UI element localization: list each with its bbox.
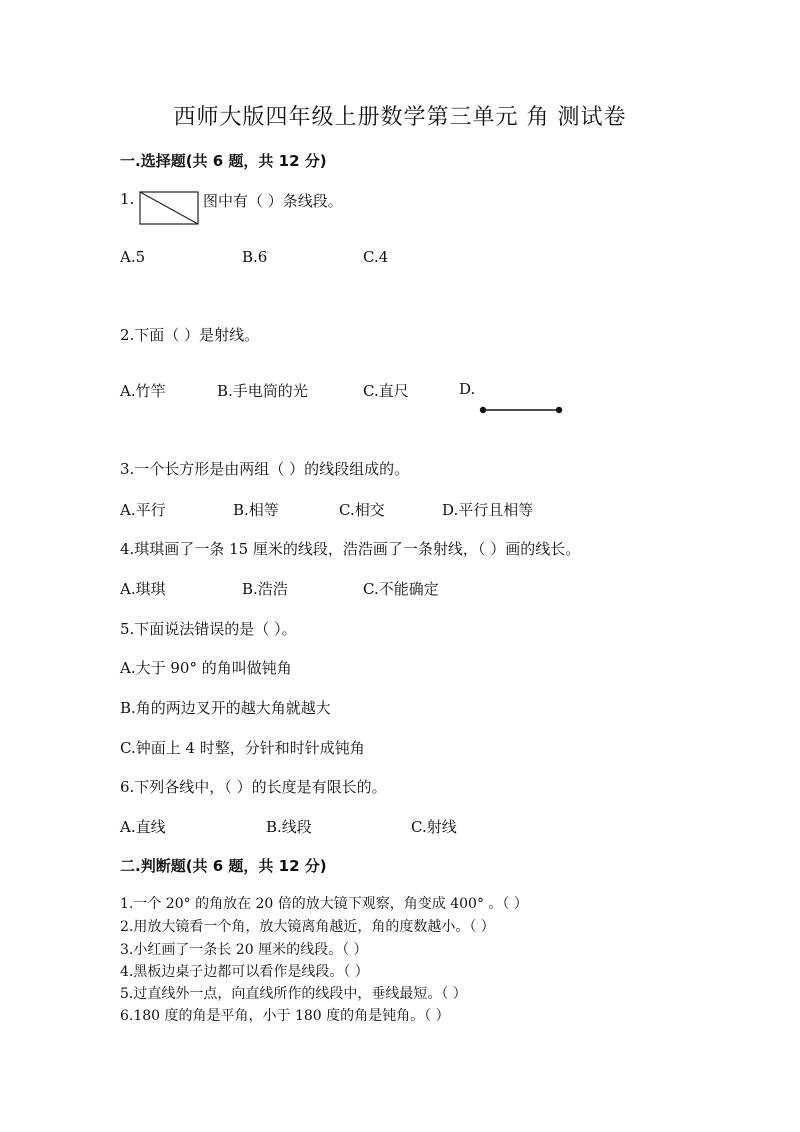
q1-option-a[interactable]: A.5 — [120, 248, 146, 266]
q1-number: 1. — [120, 190, 135, 208]
q4-option-a[interactable]: A.琪琪 — [120, 580, 166, 598]
q5-option-a[interactable]: A.大于 90° 的角叫做钝角 — [120, 659, 292, 677]
q4-stem: 4.琪琪画了一条 15 厘米的线段，浩浩画了一条射线，（ ）画的线长。 — [120, 540, 581, 558]
judge-item-6: 6.180 度的角是平角，小于 180 度的角是钝角。（ ） — [120, 1008, 450, 1024]
q1-stem: 图中有（ ）条线段。 — [203, 192, 343, 210]
q2-option-b[interactable]: B.手电筒的光 — [217, 382, 308, 400]
section-1-heading: 一.选择题(共 6 题，共 12 分) — [120, 152, 327, 170]
q6-option-c[interactable]: C.射线 — [411, 818, 457, 836]
section-2-heading: 二.判断题(共 6 题，共 12 分) — [120, 857, 327, 875]
q1-option-c[interactable]: C.4 — [363, 248, 389, 266]
q4-option-b[interactable]: B.浩浩 — [242, 580, 288, 598]
q3-option-d[interactable]: D.平行且相等 — [442, 501, 534, 519]
q2-option-a[interactable]: A.竹竿 — [120, 382, 166, 400]
q3-option-c[interactable]: C.相交 — [339, 501, 385, 519]
page-title: 西师大版四年级上册数学第三单元 角 测试卷 — [173, 105, 627, 130]
q2-option-d[interactable]: D. — [459, 380, 476, 398]
judge-item-3: 3.小红画了一条长 20 厘米的线段。（ ） — [120, 942, 368, 958]
judge-item-1: 1.一个 20° 的角放在 20 倍的放大镜下观察，角变成 400° 。（ ） — [120, 896, 528, 912]
q2-option-d-segment-figure — [478, 404, 564, 416]
q1-rectangle-figure — [138, 190, 200, 226]
q3-option-a[interactable]: A.平行 — [120, 501, 166, 519]
q6-option-b[interactable]: B.线段 — [266, 818, 312, 836]
q5-option-b[interactable]: B.角的两边叉开的越大角就越大 — [120, 699, 331, 717]
q6-option-a[interactable]: A.直线 — [120, 818, 166, 836]
q3-stem: 3.一个长方形是由两组（ ）的线段组成的。 — [120, 460, 410, 478]
q3-option-b[interactable]: B.相等 — [233, 501, 279, 519]
judge-item-4: 4.黑板边桌子边都可以看作是线段。（ ） — [120, 964, 369, 980]
judge-item-2: 2.用放大镜看一个角，放大镜离角越近，角的度数越小。（ ） — [120, 919, 495, 935]
q2-stem: 2.下面（ ）是射线。 — [120, 326, 260, 344]
q5-stem: 5.下面说法错误的是（ ）。 — [120, 620, 297, 638]
q6-stem: 6.下列各线中，（ ）的长度是有限长的。 — [120, 778, 387, 796]
q1-option-b[interactable]: B.6 — [242, 248, 268, 266]
q5-option-c[interactable]: C.钟面上 4 时整，分针和时针成钝角 — [120, 739, 365, 757]
judge-item-5: 5.过直线外一点，向直线所作的线段中，垂线最短。（ ） — [120, 986, 467, 1002]
q2-option-c[interactable]: C.直尺 — [363, 382, 409, 400]
q4-option-c[interactable]: C.不能确定 — [363, 580, 439, 598]
